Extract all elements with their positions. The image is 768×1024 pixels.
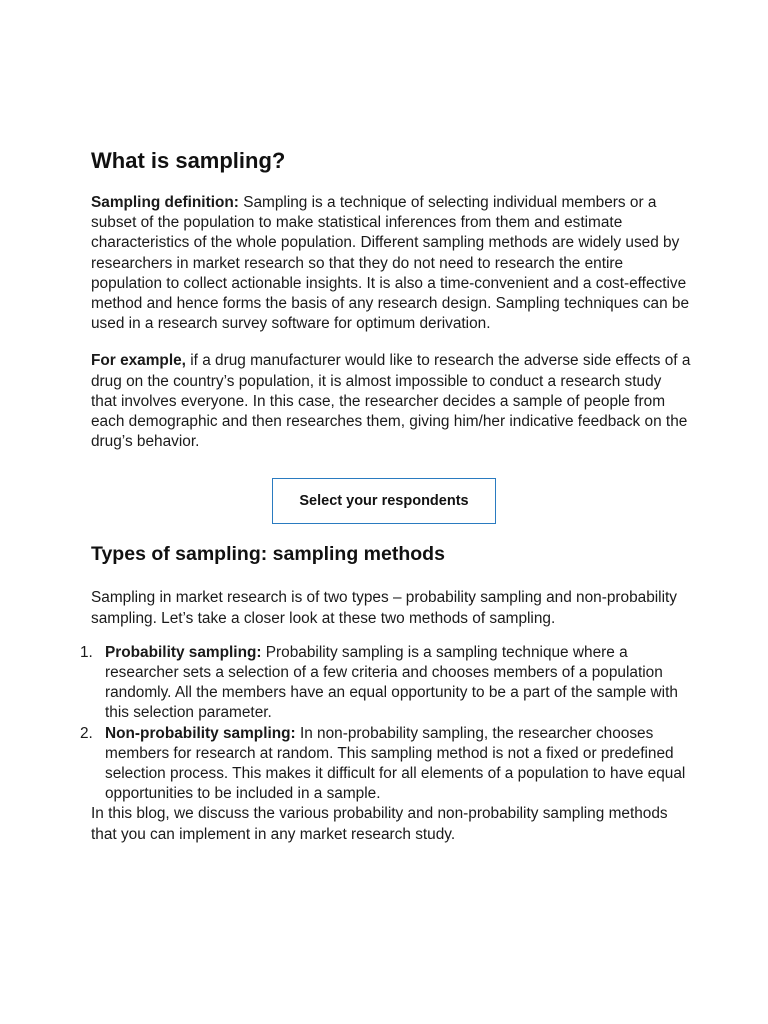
cta-container	[91, 478, 677, 524]
list-item-lead: Probability sampling:	[105, 643, 262, 661]
closing-paragraph: In this blog, we discuss the various probability and non-probability sampling methods that you can implement in any market research study.	[91, 805, 668, 843]
example-text: if a drug manufacturer would like to research the adverse side effects of a drug on the country’s population, it is almost impossible to conduct a research study that involves everyone. In this case, the researcher decides a sample of people from each demographic and then researches them, giving him/her indicative feedback on the drug’s behavior.	[91, 352, 691, 451]
article	[80, 146, 691, 845]
list-item-text: Probability sampling is a sampling technique where a researcher sets a selection of a few criteria and chooses members of a population randomly. All the members have an equal opportunity to be a part of the sample with this selection parameter.	[105, 643, 678, 722]
list-item-lead: Non-probability sampling:	[105, 724, 296, 742]
list-item-text: In non-probability sampling, the researcher chooses members for research at random. This sampling method is not a fixed or predefined selection process. This makes it difficult for all elements of a population to have equal opportunities to be included in a sample.	[105, 724, 686, 803]
example-lead: For example,	[91, 352, 186, 370]
page-title: What is sampling?	[91, 148, 286, 173]
list-item	[80, 643, 691, 724]
select-respondents-button[interactable]: Select your respondents	[272, 478, 496, 524]
list-item	[80, 724, 691, 805]
list-item-number: 2.	[80, 724, 93, 742]
sampling-types-list	[80, 643, 691, 805]
definition-lead: Sampling definition:	[91, 194, 239, 211]
definition-text: Sampling is a technique of selecting individual members or a subset of the population to make statistical inferences from them and estimate characteristics of the whole population. Different sampling methods are widely used by researchers in market research so that they do not need to research the entire population to collect actionable insights. It is also a time-convenient and a cost-effective method and hence forms the basis of any research design. Sampling techniques can be used in a research survey software for optimum derivation.	[91, 194, 690, 333]
definition-paragraph	[91, 193, 691, 334]
list-item-number: 1.	[80, 643, 93, 661]
example-paragraph	[91, 351, 691, 452]
intro-paragraph: Sampling in market research is of two types – probability sampling and non-probability sampling. Let’s take a closer look at these two methods of sampling.	[91, 589, 677, 627]
section-title: Types of sampling: sampling methods	[91, 543, 445, 566]
